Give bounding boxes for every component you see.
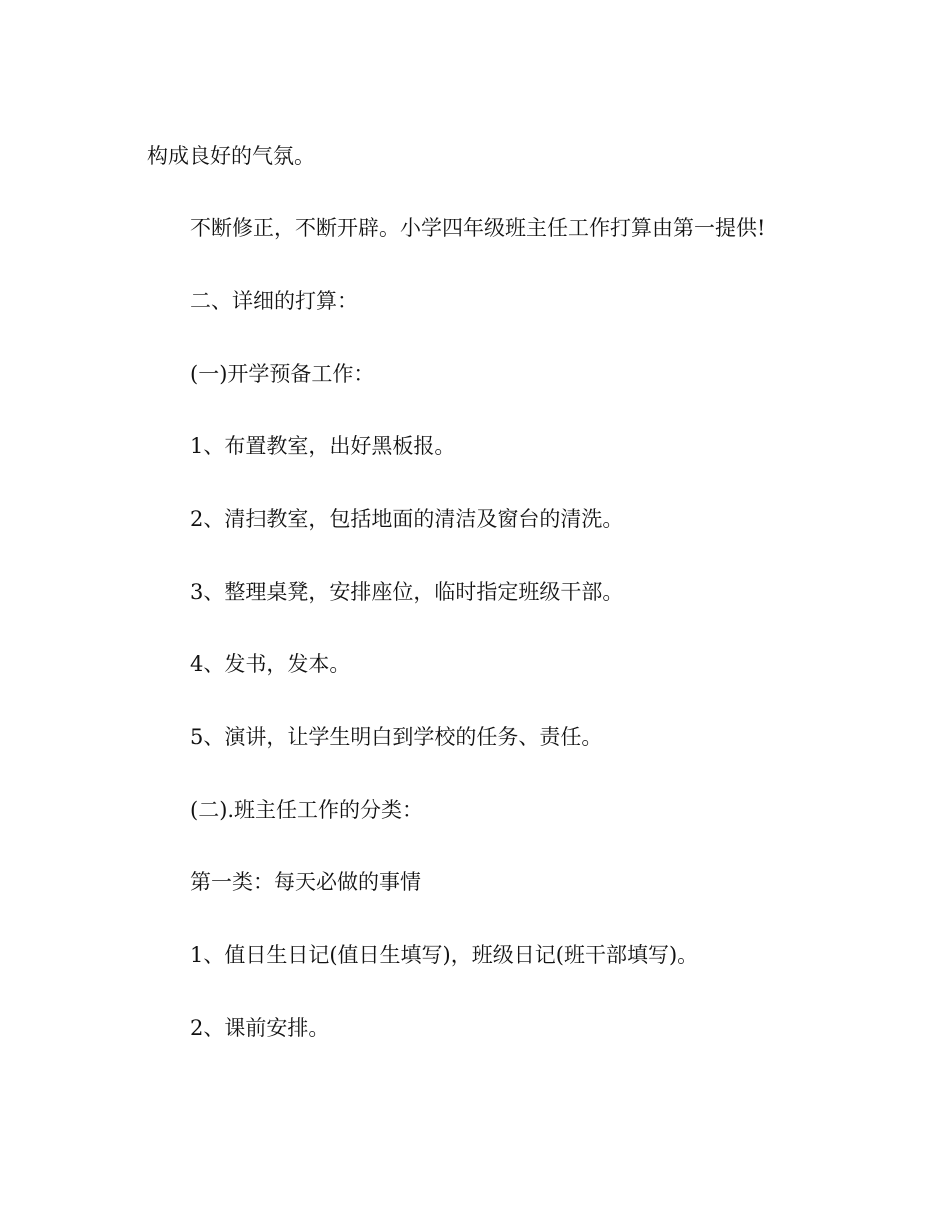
subsection-heading: (一)开学预备工作： — [190, 362, 375, 386]
list-item: 2、清扫教室，包括地面的清洁及窗台的清洗。 — [190, 507, 624, 531]
subsection-heading: (二).班主任工作的分类： — [190, 798, 424, 822]
list-item: 1、值日生日记(值日生填写)，班级日记(班干部填写)。 — [190, 943, 699, 967]
paragraph: 不断修正，不断开辟。小学四年级班主任工作打算由第一提供! — [190, 216, 766, 240]
section-heading: 二、详细的打算： — [190, 289, 358, 313]
list-item: 4、发书，发本。 — [190, 652, 351, 676]
paragraph-continuation: 构成良好的气氛。 — [147, 144, 315, 168]
list-item: 1、布置教室，出好黑板报。 — [190, 434, 456, 458]
list-item: 3、整理桌凳，安排座位，临时指定班级干部。 — [190, 580, 624, 604]
list-item: 2、课前安排。 — [190, 1016, 330, 1040]
list-item: 5、演讲，让学生明白到学校的任务、责任。 — [190, 725, 603, 749]
category-heading: 第一类：每天必做的事情 — [190, 870, 421, 894]
